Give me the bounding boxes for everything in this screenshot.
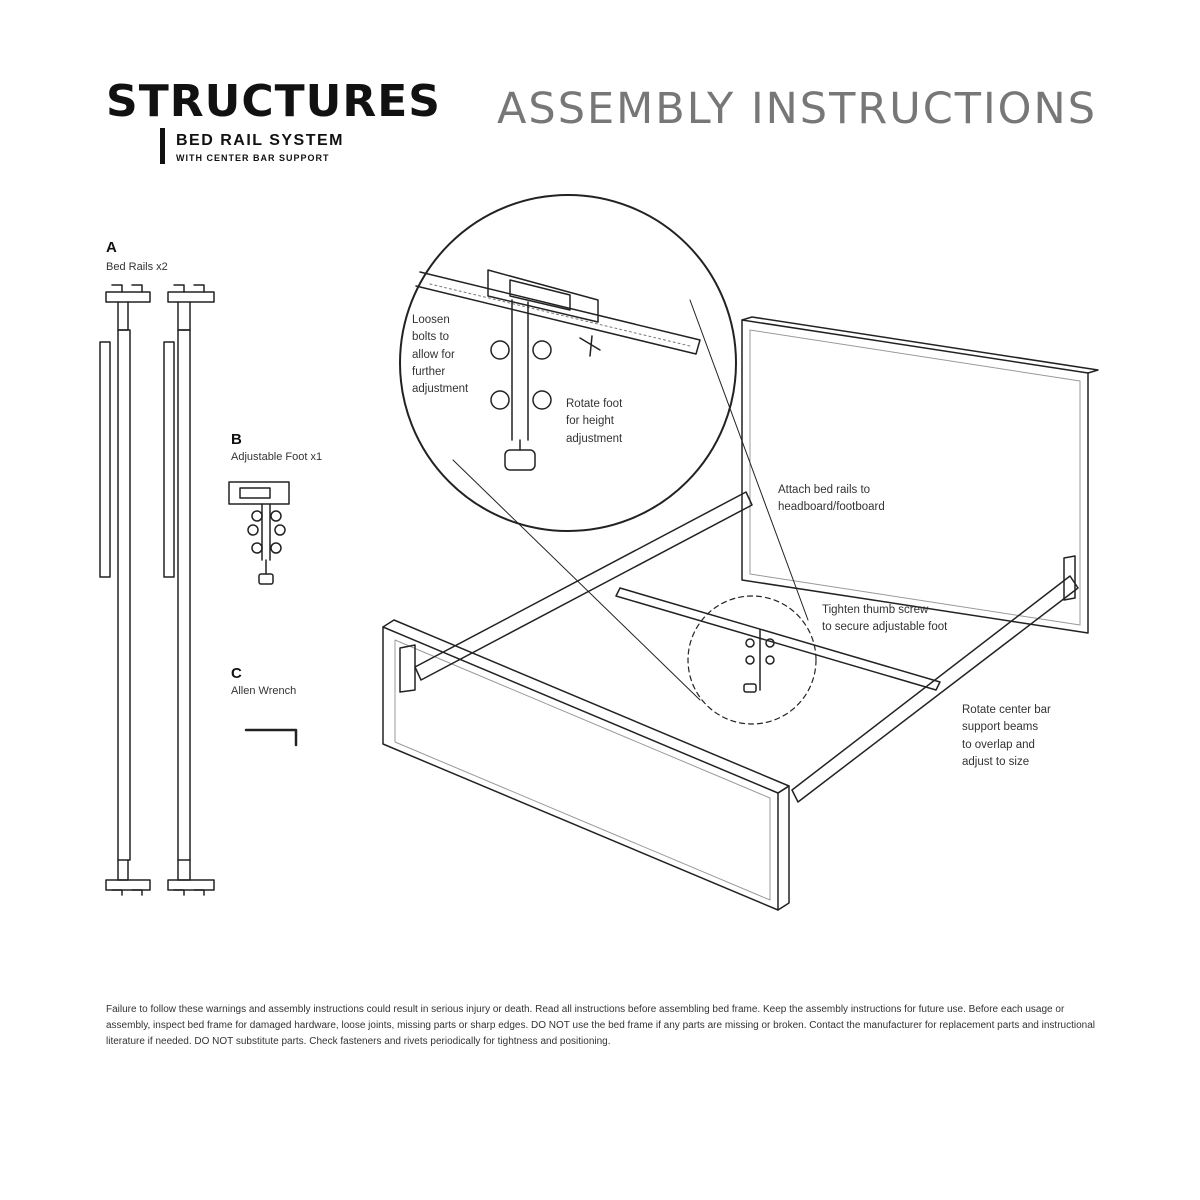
part-c-letter: C xyxy=(231,665,242,682)
callout-tighten-screw: Tighten thumb screw to secure adjustable foot xyxy=(822,604,948,634)
callout-attach-rails: Attach bed rails to headboard/footboard xyxy=(778,484,885,514)
part-a-name: Bed Rails x2 xyxy=(106,261,168,273)
side-rail-left xyxy=(400,492,752,692)
brand-subtitle: BED RAIL SYSTEM xyxy=(176,132,344,149)
detail-target-circle xyxy=(688,596,816,724)
bed-rail-1 xyxy=(100,285,150,895)
brand-logo-name: STRUCTURES xyxy=(106,76,441,127)
callout-rotate-center-bar: Rotate center bar support beams to overlap and adjust to size xyxy=(962,704,1051,768)
page-title: ASSEMBLY INSTRUCTIONS xyxy=(497,84,1097,134)
part-c-name: Allen Wrench xyxy=(231,685,297,697)
adjustable-foot xyxy=(229,482,289,584)
brand-tagline: WITH CENTER BAR SUPPORT xyxy=(176,153,330,163)
allen-wrench xyxy=(246,730,296,745)
part-b-name: Adjustable Foot x1 xyxy=(231,451,323,463)
part-a-letter: A xyxy=(106,239,117,256)
callout-loosen-bolts: Loosen bolts to allow for further adjustment xyxy=(412,314,469,395)
safety-warning: Failure to follow these warnings and assembly instructions could result in serious injury or death. Read all instructions before assembling bed frame. Keep the assembly instructions for future use. Before each usage or assembly, inspect bed frame for damaged hardware, loose joints, missing parts or sharp edges. DO NOT use the bed frame if any parts are missing or broken. Contact the manufacturer for replacement parts and instructional literature if needed. DO NOT substitute parts. Check fasteners and rivets periodically for tightness and positioning. xyxy=(106,1004,1095,1047)
bed-rail-2 xyxy=(164,285,214,895)
callout-rotate-foot: Rotate foot for height adjustment xyxy=(566,398,623,445)
footboard xyxy=(383,620,789,910)
part-b-letter: B xyxy=(231,431,242,448)
